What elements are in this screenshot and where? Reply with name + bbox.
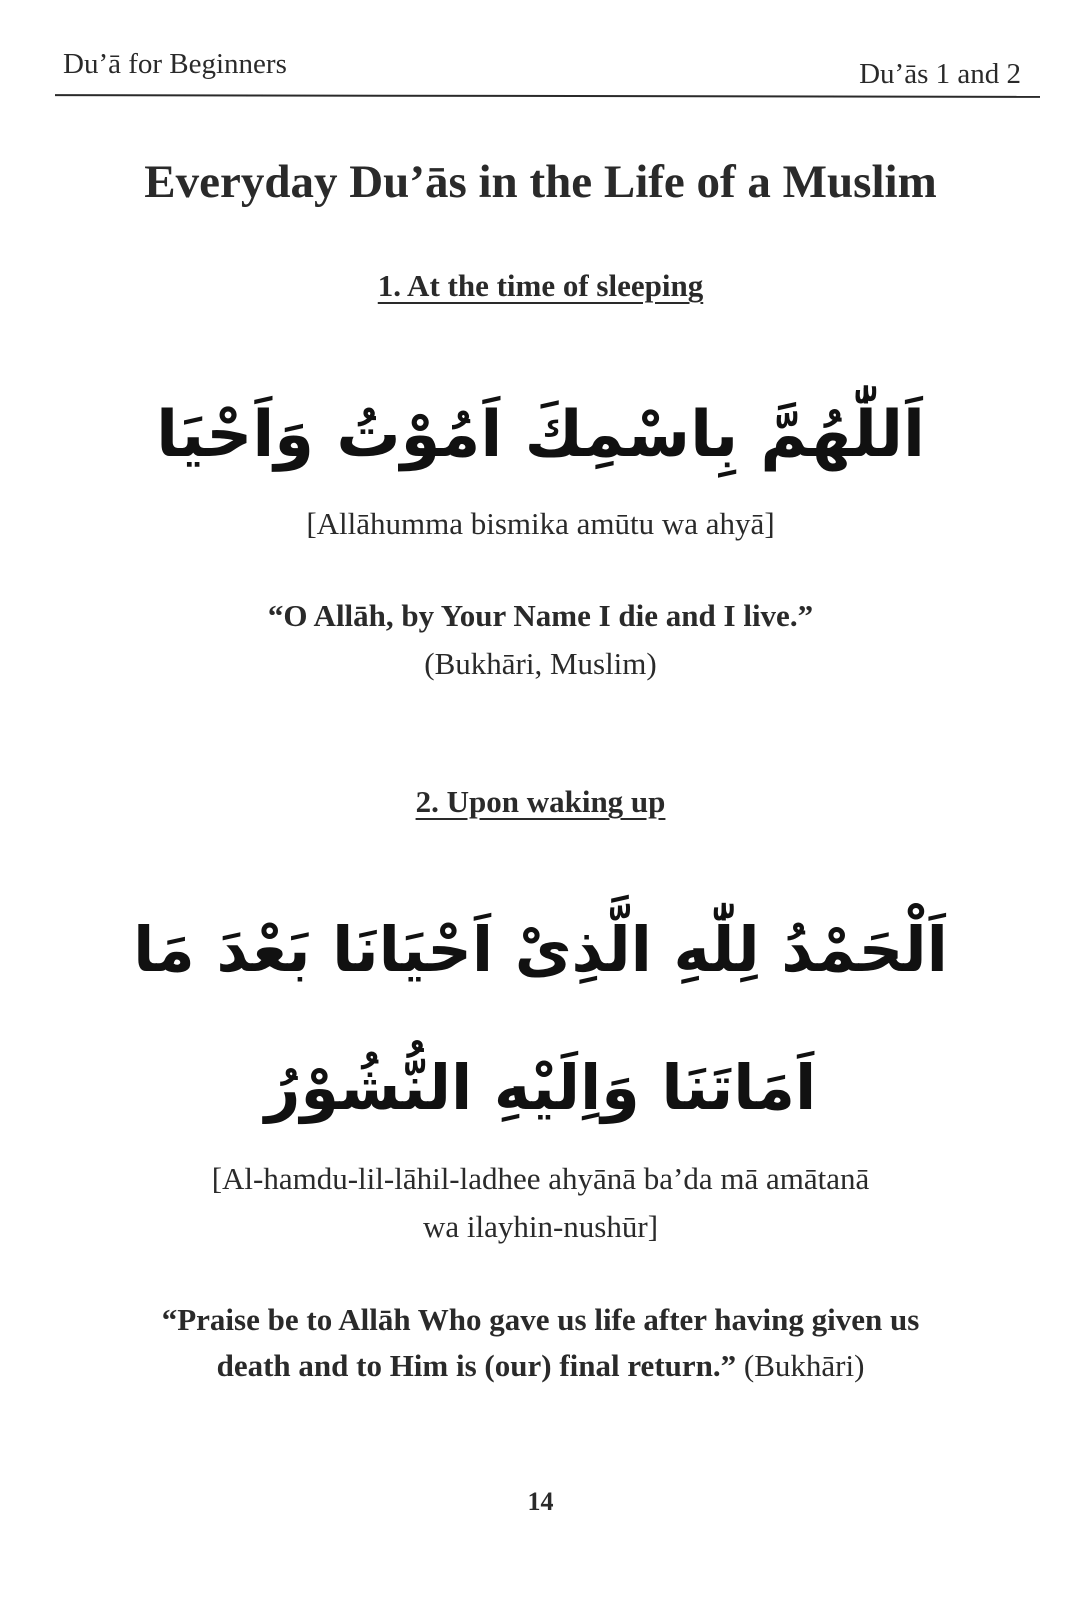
- section-heading: [0, 784, 1081, 820]
- translation-line1: [0, 1296, 1081, 1344]
- source-citation: (Bukhāri): [743, 1348, 865, 1383]
- page-title: Everyday Du’ās in the Life of a Muslim: [144, 156, 937, 208]
- transliteration: [Allāhumma bismika amūtu wa ahyā]: [306, 506, 775, 541]
- page-number: 14: [527, 1487, 554, 1516]
- section-heading: [0, 268, 1081, 304]
- header-section-label: Du’ās 1 and 2: [859, 58, 1021, 90]
- arabic-text: اَللّٰهُمَّ بِاسْمِكَ اَمُوْتُ وَاَحْيَا: [156, 398, 925, 472]
- translation: [0, 592, 1081, 640]
- translation-text-line2: death and to Him is (our) final return.”: [216, 1348, 737, 1383]
- header-divider: [55, 94, 1040, 98]
- transliteration-line2: wa ilayhin-nushūr]: [422, 1209, 659, 1244]
- section-heading-text: 2. Upon waking up: [415, 784, 666, 819]
- section-heading-text: 1. At the time of sleeping: [377, 268, 704, 303]
- source-citation: (Bukhāri, Muslim): [424, 646, 657, 681]
- header-book-title: Du’ā for Beginners: [63, 48, 287, 80]
- translation-text: “O Allāh, by Your Name I die and I live.”: [267, 598, 814, 633]
- transliteration-line1: [Al-hamdu-lil-lāhil-ladhee ahyānā ba’da mā amātanā: [211, 1161, 870, 1196]
- translation-line2: [0, 1342, 1081, 1390]
- arabic-text-line1: اَلْحَمْدُ لِلّٰهِ الَّذِىْ اَحْيَانَا بَعْدَ مَا: [133, 913, 948, 986]
- arabic-text-line2: اَمَاتَنَا وَاِلَيْهِ النُّشُوْرُ: [264, 1051, 817, 1124]
- translation-text-line1: “Praise be to Allāh Who gave us life after having given us: [161, 1302, 920, 1337]
